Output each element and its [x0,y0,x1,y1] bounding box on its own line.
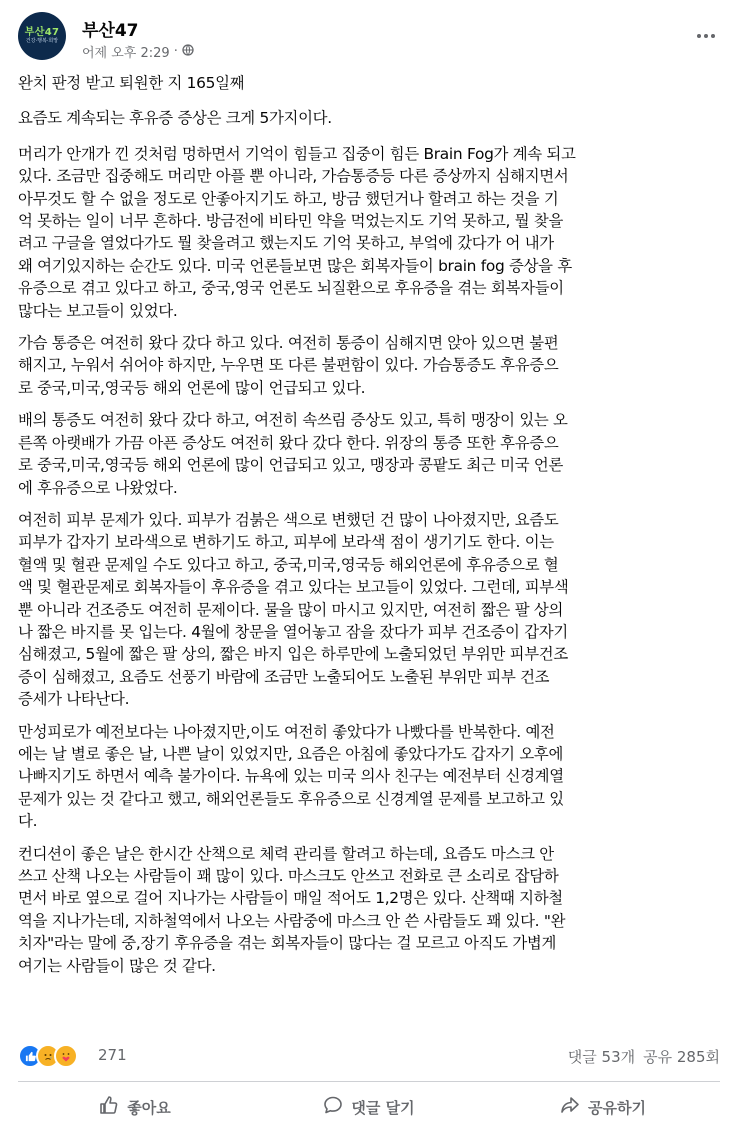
avatar-logo-text: 부산47 [24,27,60,38]
post-time[interactable]: 어제 오후 2:29 [82,46,170,61]
comment-label: 댓글 달기 [351,1098,415,1117]
share-count[interactable]: 공유 285회 [643,1048,720,1066]
paragraph-walk: 컨디션이 좋은 날은 한시간 산책으로 체력 관리를 할려고 하는데, 요즘도 마스크 안 쓰고 산책 나오는 사람들이 꽤 많이 있다. 마스크도 안쓰고 전화로 큰 소리로 잡담하 면서 바로 옆으로 걸어 지나가는 사람들이 매일 적어도 1,2명은 있다. 산책때 지하철 역을 지나가는데, 지하철역에서 나오는 사람중에 마스크 안 쓴 사람들도 꽤 있다. "완 치자"라는 말에 중,장기 후유증을 겪는 회복자들이 많다는 걸 모르고 아직도 가볍게 여기는 사람들이 많은 것 같다. [18,844,566,975]
thumbs-up-icon [99,1095,119,1119]
reaction-count[interactable]: 271 [98,1046,127,1064]
engagement-counts [568,1046,720,1067]
paragraph-brain-fog: 머리가 안개가 낀 것처럼 멍하면서 기억이 힘들고 집중이 힘든 Brain Fog가 계속 되고 있다. 조금만 집중해도 머리만 아플 뿐 아니라, 가슴통증등 다른 증상까지 심해지면서 아무것도 할 수 없을 정도로 안좋아지기도 하고, 방금 했던거나 할려고 하는 것을 기 억 못하는 일이 너무 흔하다. 방금전에 비타민 약을 먹었는지도 기억 못하고, 뭘 찾을 려고 구글을 열었다가도 뭘 찾을려고 했는지도 기억 못하고, 부엌에 갔다가 어 내가 왜 여기있지하는 순간도 있다. 미국 언론들보면 많은 회복자들이 brain fog 증상을 후 유증으로 겪고 있다고 하고, 중국,영국 언론도 뇌질환으로 후유증을 겪는 회복자들이 많다는 보고들이 있었다. [18,144,576,320]
post-text [18,72,720,987]
post-actions [18,1086,720,1128]
share-label: 공유하기 [588,1098,646,1117]
like-button[interactable] [18,1086,252,1128]
meta-separator: · [173,44,178,59]
post-header [18,12,724,62]
avatar-tagline: 건강·행복·희망 [25,38,59,44]
post-stats [18,1042,720,1070]
care-icon [54,1044,78,1068]
like-label: 좋아요 [127,1098,171,1117]
paragraph-skin: 여전히 피부 문제가 있다. 피부가 검붉은 색으로 변했던 건 많이 나아졌지만, 요즘도 피부가 갑자기 보라색으로 변하기도 하고, 피부에 보라색 점이 생기기도 한다. 이는 혈액 및 혈관 문제일 수도 있다고 하고, 중국,미국,영국등 해외언론에 후유증으로 혈 액 및 혈관문제로 회복자들이 후유증을 겪고 있다는 보고들이 있었다. 그런데, 피부색 뿐 아니라 건조증도 여전히 문제이다. 물을 많이 마시고 있지만, 여전히 짧은 팔 상의 나 짧은 바지를 못 입는다. 4월에 창문을 열어놓고 잠을 잤다가 피부 건조증이 갑자기 심해졌고, 5월에 짧은 팔 상의, 짧은 바지 입은 하루만에 노출되었던 부위만 피부건조 증이 심해졌고, 요즘도 선풍기 바람에 조금만 노출되어도 노출된 부위만 피부 건조 증세가 나타난다. [18,510,569,709]
paragraph-fatigue: 만성피로가 예전보다는 나아졌지만,이도 여전히 좋았다가 나빴다를 반복한다. 예전 에는 날 별로 좋은 날, 나쁜 날이 있었지만, 요즘은 아침에 좋았다가도 갑자기 오후에 나빠지기도 하면서 예측 불가이다. 뉴욕에 있는 미국 의사 친구는 예전부터 신경계열 문제가 있는 것 같다고 했고, 해외언론들도 후유증으로 신경계열 문제를 보고하고 있 다. [18,722,564,831]
comment-count[interactable]: 댓글 53개 [567,1048,636,1066]
paragraph-chest-pain: 가슴 통증은 여전히 왔다 갔다 하고 있다. 여전히 통증이 심해지면 앉아 있으면 불편 해지고, 누워서 쉬어야 하지만, 누우면 또 다른 불편함이 있다. 가슴통증도 후유증으 로 중국,미국,영국등 해외 언론에 많이 언급되고 있다. [18,334,559,397]
author-name[interactable]: 부산47 [82,21,139,41]
paragraph-abdominal-pain: 배의 통증도 여전히 왔다 갔다 하고, 여전히 속쓰림 증상도 있고, 특히 맹장이 있는 오 른쪽 아랫배가 가끔 아픈 증상도 여전히 왔다 갔다 한다. 위장의 통증 또한 후유증으 로 중국,미국,영국등 해외 언론에 많이 언급되고 있고, 맹장과 콩팥도 최근 미국 언론 에 후유증으로 나왔었다. [18,411,568,497]
globe-icon [182,44,194,60]
paragraph-days: 완치 판정 받고 퇴원한 지 165일째 [18,74,245,92]
avatar[interactable] [18,12,66,60]
paragraph-summary: 요즘도 계속되는 후유증 증상은 크게 5가지이다. [18,109,332,128]
comment-icon [323,1095,343,1119]
share-button[interactable] [486,1086,720,1128]
share-icon [560,1095,580,1119]
reaction-icons[interactable] [18,1044,72,1068]
more-options-icon[interactable] [688,18,724,54]
post-meta [82,42,194,61]
divider [18,1081,720,1082]
comment-button[interactable] [252,1086,486,1128]
